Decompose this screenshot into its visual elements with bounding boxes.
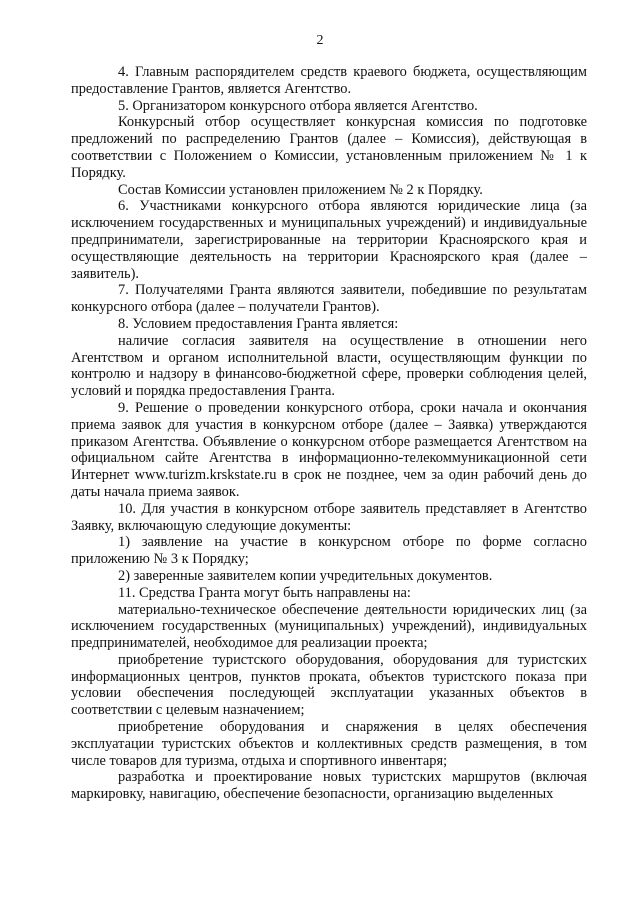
paragraph-5-organizer: 5. Организатором конкурсного отбора является Агентство. xyxy=(118,97,478,114)
paragraph-10-application: 10. Для участия в конкурсном отборе заявитель представляет в Агентство Заявку, включающую следующие документы: xyxy=(71,500,587,534)
paragraph-8-condition: 8. Условием предоставления Гранта является: xyxy=(118,315,399,332)
document-body xyxy=(71,64,587,803)
paragraph-11-grant-use: 11. Средства Гранта могут быть направлены на: xyxy=(118,584,411,601)
list-item-route-development: разработка и проектирование новых туристских маршрутов (включая маркировку, навигацию, обеспечение безопасности, организацию выделенных xyxy=(71,769,587,803)
list-item-application-form: 1) заявление на участие в конкурсном отборе по форме согласно приложению № 3 к Порядку; xyxy=(71,534,587,568)
paragraph-commission: Конкурсный отбор осуществляет конкурсная комиссия по подготовке предложений по распределению Грантов (далее – Комиссия), действующая в соответствии с Положением о Комиссии, установленным приложением № 1 к Порядку. xyxy=(71,114,587,181)
paragraph-9-decision: 9. Решение о проведении конкурсного отбора, сроки начала и окончания приема заявок для участия в конкурсном отборе (далее – Заявка) утверждаются приказом Агентства. Объявление о конкурсном отборе размещается Агентством на официальном сайте Агентства в информационно-телекоммуникационной сети Интернет www.turizm.krskstate.ru в срок не позднее, чем за один рабочий день до даты начала приема заявок. xyxy=(71,399,587,500)
paragraph-7-recipients: 7. Получателями Гранта являются заявители, победившие по результатам конкурсного отбора (далее – получатели Грантов). xyxy=(71,282,587,316)
page-number: 2 xyxy=(316,33,324,48)
paragraph-6-participants: 6. Участниками конкурсного отбора являются юридические лица (за исключением государственных и муниципальных учреждений) и индивидуальные предприниматели, зарегистрированные на территории Красноярского края и осуществляющие деятельность на территории Красноярского края (далее – заявитель). xyxy=(71,198,587,282)
paragraph-4-main-administrator: 4. Главным распорядителем средств краевого бюджета, осуществляющим предоставление Грантов, является Агентство. xyxy=(71,64,587,97)
paragraph-consent: наличие согласия заявителя на осуществление в отношении него Агентством и органом исполнительной власти, осуществляющим функции по контролю и надзору в финансово-бюджетной сфере, проверки соблюдения целей, условий и порядка предоставления Гранта. xyxy=(71,332,587,400)
list-item-tourist-equipment: приобретение туристского оборудования, оборудования для туристских информационных центров, пунктов проката, объектов туристского показа при условии обеспечения последующей эксплуатации указанных объектов в соответствии с целевым назначением; xyxy=(71,651,587,719)
list-item-gear-purchase: приобретение оборудования и снаряжения в целях обеспечения эксплуатации туристских объектов и коллективных средств размещения, в том числе товаров для туризма, отдыха и спортивного инвентаря; xyxy=(71,719,587,769)
paragraph-commission-composition: Состав Комиссии установлен приложением № 2 к Порядку. xyxy=(118,181,483,198)
list-item-founding-documents: 2) заверенные заявителем копии учредительных документов. xyxy=(118,567,493,584)
list-item-material-support: материально-техническое обеспечение деятельности юридических лиц (за исключением государственных (муниципальных) учреждений), индивидуальных предпринимателей, необходимое для реализации проекта; xyxy=(71,601,587,652)
